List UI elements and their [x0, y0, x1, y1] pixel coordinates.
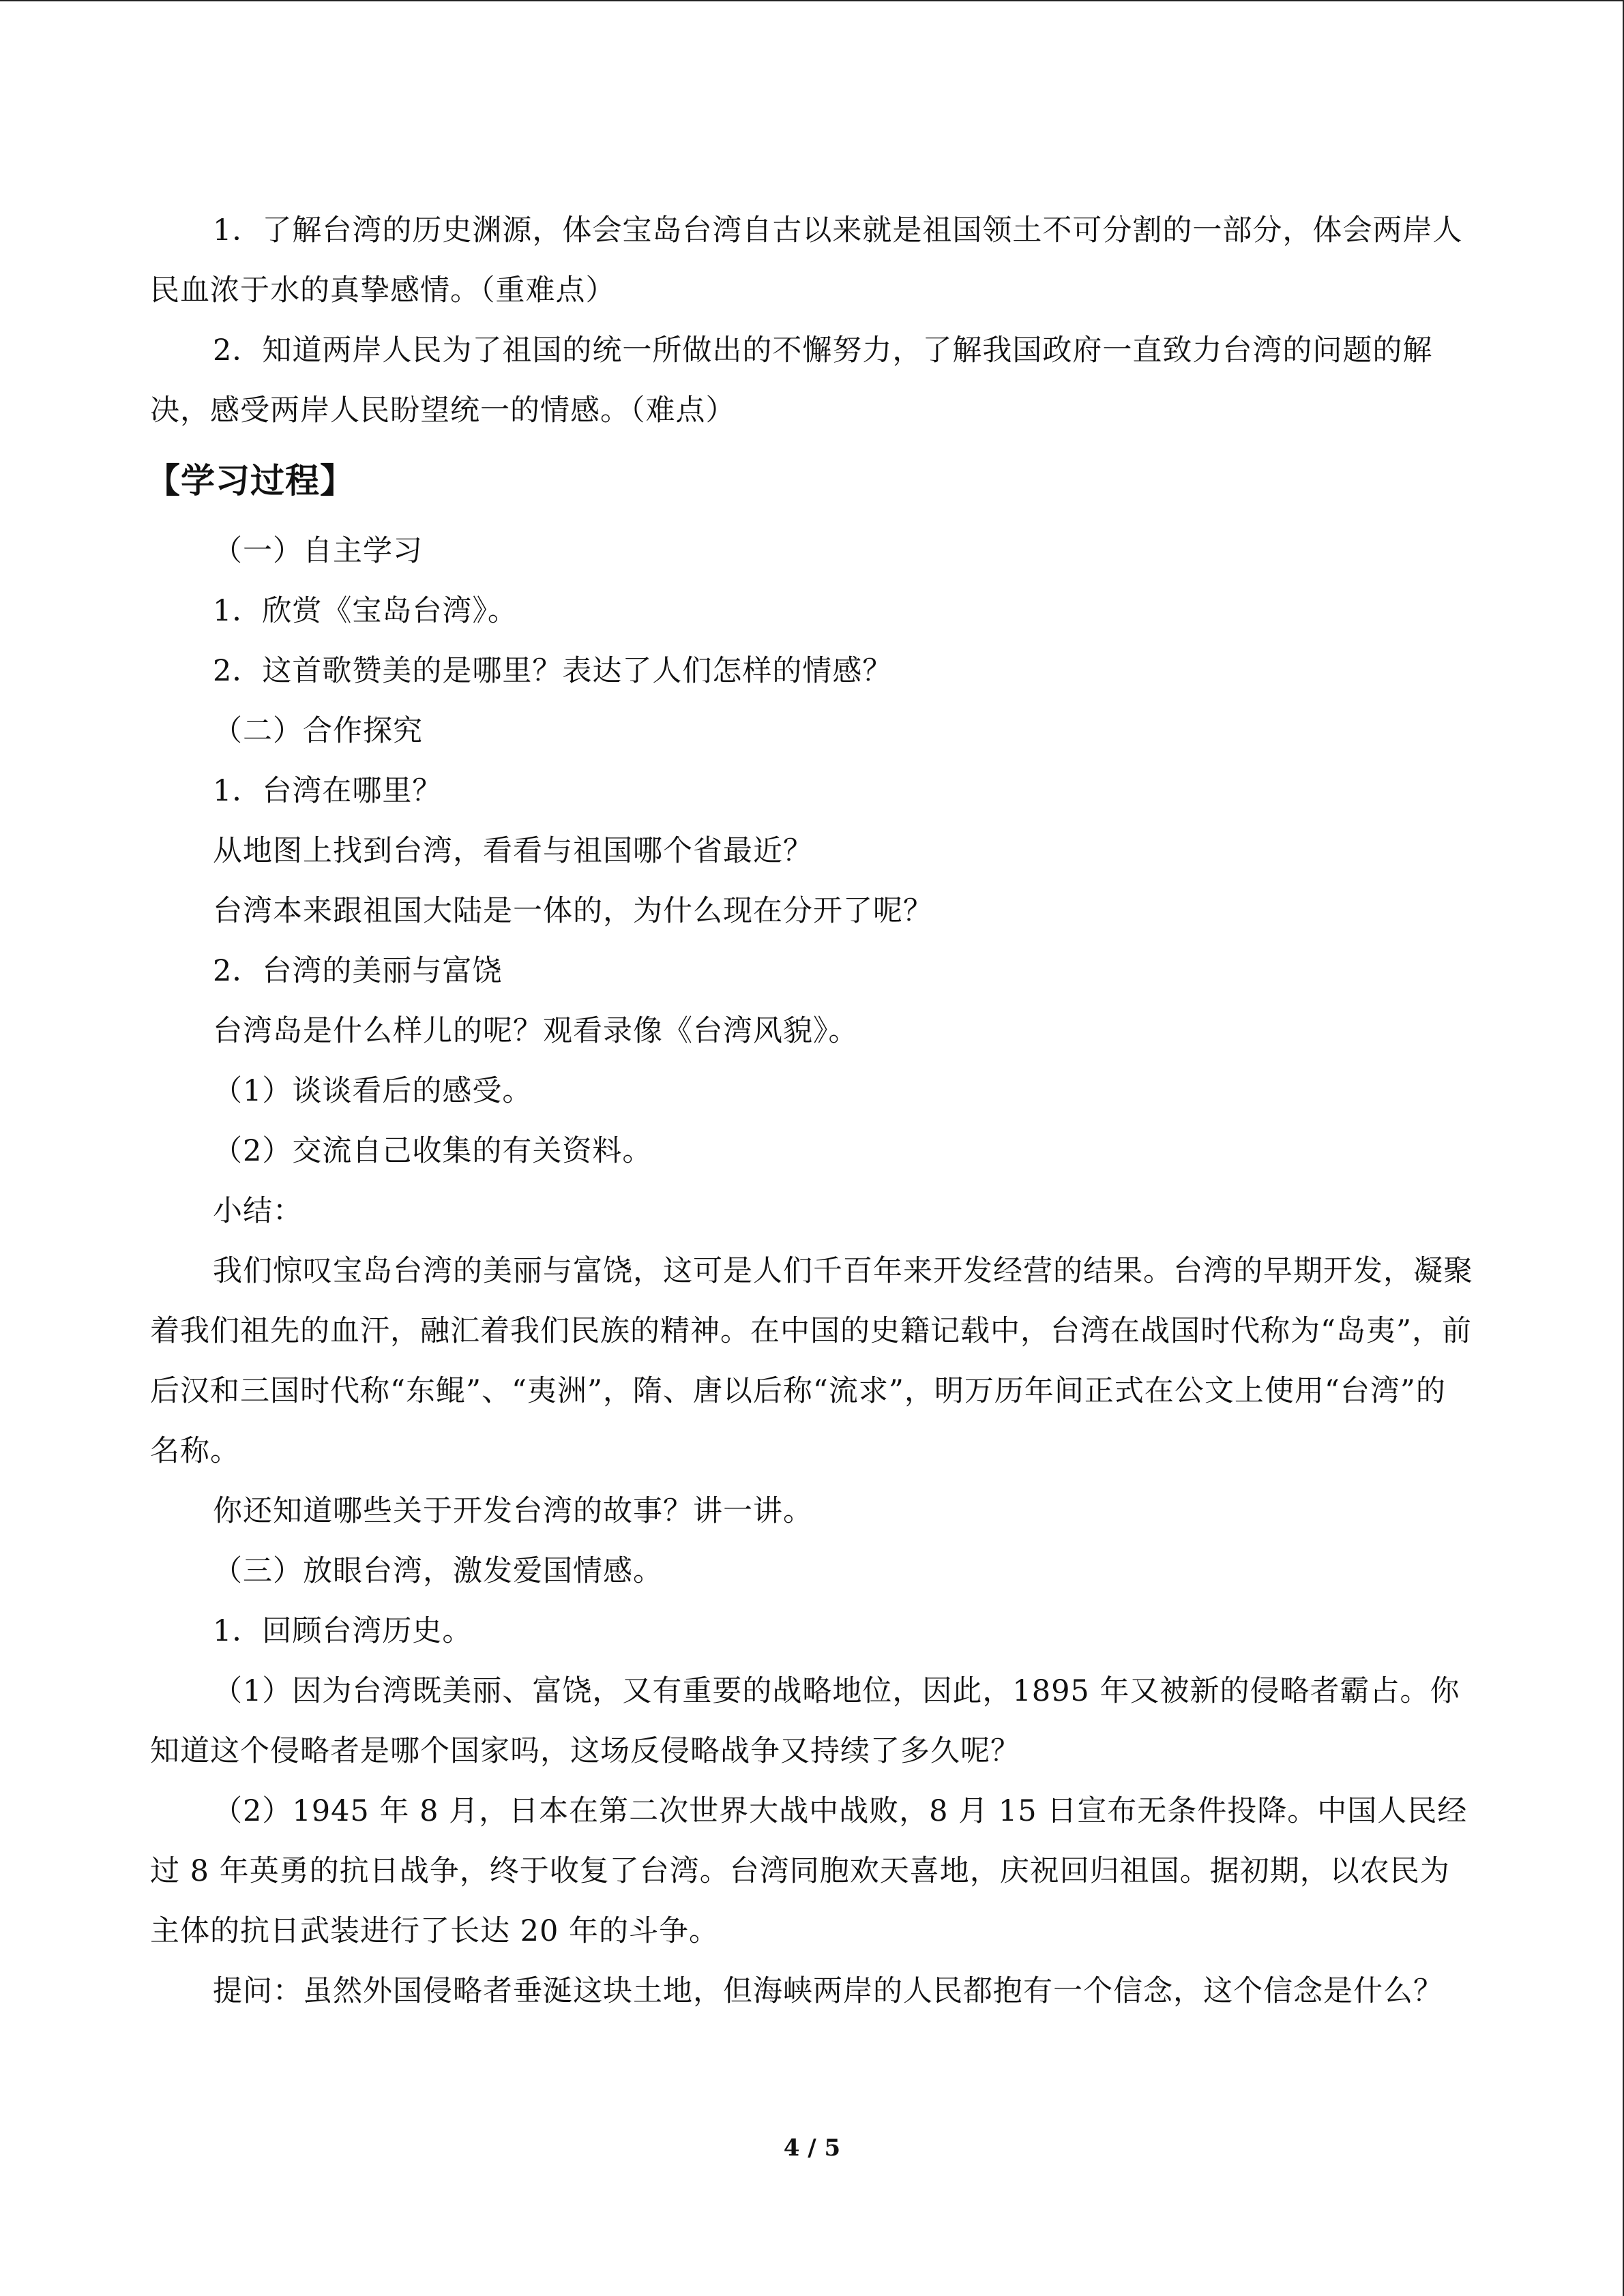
summary-text: 我们惊叹宝岛台湾的美丽与富饶，这可是人们千百年来开发经营的结果。台湾的早期开发，凝聚着我们祖先的血汗，融汇着我们民族的精神。在中国的史籍记载中，台湾在战国时代称为“岛夷”，前后汉和三国时代称“东鲲”、“夷洲”，隋、唐以后称“流求”，明万历年间正式在公文上使用“台湾”的名称。 — [150, 1254, 1473, 1468]
summary-label: 小结： — [213, 1194, 303, 1228]
part2-question-2: 2．台湾的美丽与富饶 — [213, 954, 503, 988]
part3-paragraph-1: （1）因为台湾既美丽、富饶，又有重要的战略地位，因此，1895 年又被新的侵略者霸占。你知道这个侵略者是哪个国家吗，这场反侵略战争又持续了多久呢？ — [150, 1674, 1460, 1768]
part1-item-2: 2．这首歌赞美的是哪里？表达了人们怎样的情感？ — [213, 654, 893, 688]
section-heading: 【学习过程】 — [146, 461, 355, 501]
part2-title: （二）合作探究 — [213, 714, 423, 748]
part2-question-1: 1．台湾在哪里？ — [213, 774, 443, 808]
page-number: 4 / 5 — [783, 2134, 841, 2162]
part1-item-1: 1．欣赏《宝岛台湾》。 — [213, 594, 518, 628]
part2-q1-line-1: 从地图上找到台湾，看看与祖国哪个省最近？ — [213, 834, 813, 868]
objective-2: 2．知道两岸人民为了祖国的统一所做出的不懈努力，了解我国政府一直致力台湾的问题的解决，感受两岸人民盼望统一的情感。（难点） — [150, 333, 1433, 428]
objective-1: 1．了解台湾的历史渊源，体会宝岛台湾自古以来就是祖国领土不可分割的一部分，体会两岸人民血浓于水的真挚感情。（重难点） — [150, 213, 1463, 308]
document-body — [146, 200, 1473, 2021]
part2-q2-sub-2: （2）交流自己收集的有关资料。 — [213, 1134, 653, 1168]
part2-q1-line-2: 台湾本来跟祖国大陆是一体的，为什么现在分开了呢？ — [213, 894, 933, 928]
part2-q2-sub-1: （1）谈谈看后的感受。 — [213, 1074, 533, 1108]
part2-q2-line: 台湾岛是什么样儿的呢？观看录像《台湾风貌》。 — [213, 1014, 859, 1048]
part3-question: 提问：虽然外国侵略者垂涎这块土地，但海峡两岸的人民都抱有一个信念，这个信念是什么？ — [213, 1974, 1443, 2008]
part3-item-1: 1．回顾台湾历史。 — [213, 1614, 473, 1648]
story-prompt: 你还知道哪些关于开发台湾的故事？讲一讲。 — [213, 1494, 813, 1528]
part1-title: （一）自主学习 — [213, 534, 423, 568]
part3-paragraph-2: （2）1945 年 8 月，日本在第二次世界大战中战败，8 月 15 日宣布无条件投降。中国人民经过 8 年英勇的抗日战争，终于收复了台湾。台湾同胞欢天喜地，庆祝回归祖国。据初期，以农民为主体的抗日武装进行了长达 20 年的斗争。 — [150, 1794, 1468, 1948]
part3-title: （三）放眼台湾，激发爱国情感。 — [213, 1554, 663, 1588]
